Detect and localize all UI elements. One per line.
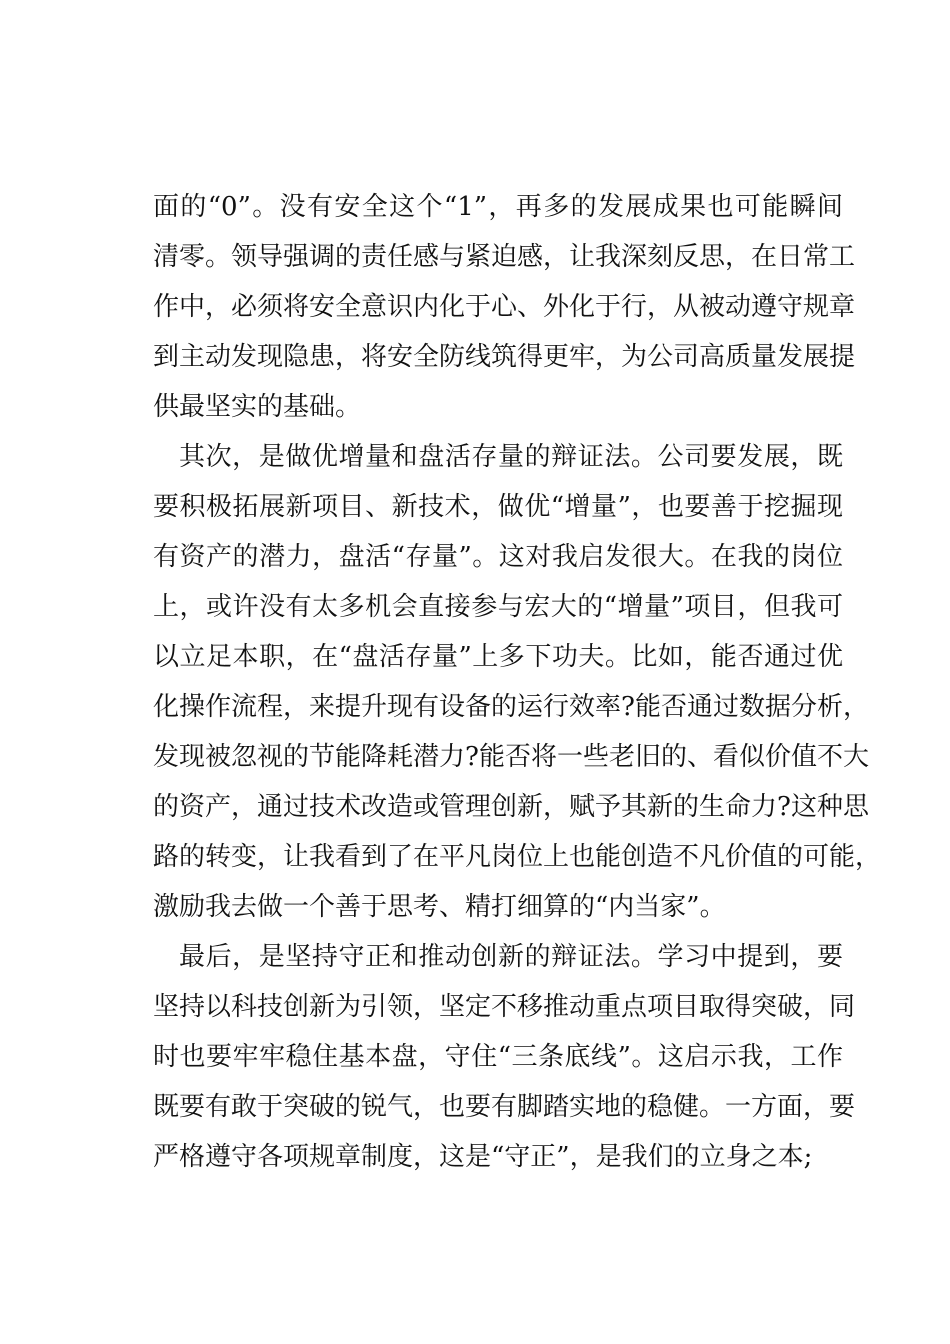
text-line: 发现被忽视的节能降耗潜力?能否将一些老旧的、看似价值不大 xyxy=(153,742,869,772)
text-line: 坚持以科技创新为引领，坚定不移推动重点项目取得突破，同 xyxy=(153,992,856,1022)
text-line: 化操作流程，来提升现有设备的运行效率?能否通过数据分析， xyxy=(153,692,869,722)
text-line: 到主动发现隐患，将安全防线筑得更牢，为公司高质量发展提 xyxy=(153,342,856,372)
text-line: 时也要牢牢稳住基本盘，守住“三条底线”。这启示我，工作 xyxy=(153,1042,843,1072)
text-line: 面的“0”。没有安全这个“1”，再多的发展成果也可能瞬间 xyxy=(153,192,843,222)
text-line: 清零。领导强调的责任感与紧迫感，让我深刻反思，在日常工 xyxy=(153,242,856,272)
text-line: 供最坚实的基础。 xyxy=(153,392,362,422)
paragraph-start-line: 其次，是做优增量和盘活存量的辩证法。公司要发展，既 xyxy=(179,442,843,472)
text-line: 以立足本职，在“盘活存量”上多下功夫。比如，能否通过优 xyxy=(153,642,843,672)
text-line: 路的转变，让我看到了在平凡岗位上也能创造不凡价值的可能， xyxy=(153,842,882,872)
paragraph-start-line: 最后，是坚持守正和推动创新的辩证法。学习中提到，要 xyxy=(179,942,843,972)
text-line: 作中，必须将安全意识内化于心、外化于行，从被动遵守规章 xyxy=(153,292,856,322)
text-line: 有资产的潜力，盘活“存量”。这对我启发很大。在我的岗位 xyxy=(153,542,843,572)
text-line: 要积极拓展新项目、新技术，做优“增量”，也要善于挖掘现 xyxy=(153,492,843,522)
text-line: 的资产，通过技术改造或管理创新，赋予其新的生命力?这种思 xyxy=(153,792,869,822)
text-line: 严格遵守各项规章制度，这是“守正”，是我们的立身之本; xyxy=(153,1142,813,1172)
text-line: 上，或许没有太多机会直接参与宏大的“增量”项目，但我可 xyxy=(153,592,843,622)
text-line: 激励我去做一个善于思考、精打细算的“内当家”。 xyxy=(153,892,726,922)
text-line: 既要有敢于突破的锐气，也要有脚踏实地的稳健。一方面，要 xyxy=(153,1092,856,1122)
